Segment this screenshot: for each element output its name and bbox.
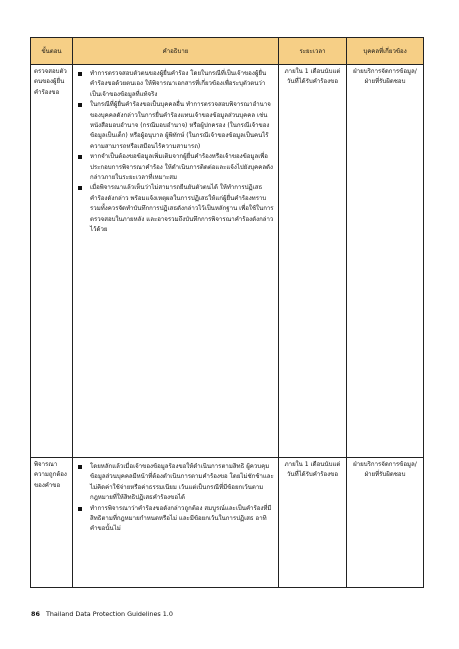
- list-item: โดยหลักแล้วเมื่อเจ้าของข้อมูลร้องขอให้ดำเนินการตามสิทธิ ผู้ควบคุมข้อมูลส่วนบุคคลมีหน้าที่ต้องดำเนินการตามคำร้องขอ โดยไม่ชักช้าและไม่คิดค่าใช้จ่ายหรือค่าธรรมเนียม เว้นแต่เป็นกรณีที่มีข้อยกเว้นตามกฎหมายที่ให้สิทธิปฏิเสธคำร้องขอได้: [76, 462, 275, 504]
- responsible-cell: ฝ่ายบริการจัดการข้อมูล/ฝ่ายที่รับผิดชอบ: [347, 458, 424, 588]
- list-item: เมื่อพิจารณาแล้วเห็นว่าไม่สามารถยืนยันตัวตนได้ ให้ทำการปฏิเสธคำร้องดังกล่าว พร้อมแจ้งเหตุผลในการปฏิเสธให้แก่ผู้ยื่นคำร้องทราบ รวมทั้งควรจัดทำบันทึกการปฏิเสธดังกล่าวไว้เป็นหลักฐาน เพื่อใช้ในการตรวจสอบในภายหลัง และอาจรวมถึงบันทึกการพิจารณาคำร้องดังกล่าวไว้ด้วย: [76, 183, 275, 235]
- step-cell: ตรวจสอบตัวตนของผู้ยื่นคำร้องขอ: [31, 65, 73, 458]
- duration-cell: ภายใน 1 เดือนนับแต่วันที่ได้รับคำร้องขอ: [279, 65, 347, 458]
- header-responsible: บุคคลที่เกี่ยวข้อง: [347, 38, 424, 65]
- page-footer: [31, 610, 173, 618]
- list-item: ในกรณีที่ผู้ยื่นคำร้องขอเป็นบุคคลอื่น ทำการตรวจสอบพิจารณาอำนาจของบุคคลดังกล่าวในการยื่นคำร้องแทนเจ้าของข้อมูลส่วนบุคคล เช่น หนังสือมอบอำนาจ (กรณีมอบอำนาจ) หรือผู้ปกครอง (ในกรณีเจ้าของข้อมูลเป็นเด็ก) หรือผู้อนุบาล ผู้พิทักษ์ (ในกรณีเจ้าของข้อมูลเป็นคนไร้ความสามารถหรือเสมือนไร้ความสามารถ): [76, 100, 275, 152]
- description-cell: [73, 458, 279, 588]
- table-header: [31, 38, 424, 65]
- list-item: ทำการตรวจสอบตัวตนของผู้ยื่นคำร้อง โดยในกรณีที่เป็นเจ้าของผู้ยื่นคำร้องขอด้วยตนเอง ให้พิจารณาเอกสารที่เกี่ยวข้องเพื่อระบุตัวตนว่าเป็นเจ้าของข้อมูลที่แท้จริง: [76, 69, 275, 100]
- table-row: [31, 458, 424, 588]
- step-cell: พิจารณาความถูกต้องของคำขอ: [31, 458, 73, 588]
- header-step: ขั้นตอน: [31, 38, 73, 65]
- table-row: [31, 65, 424, 458]
- procedure-table: [30, 37, 424, 588]
- header-description: คำอธิบาย: [73, 38, 279, 65]
- duration-cell: ภายใน 1 เดือนนับแต่วันที่ได้รับคำร้องขอ: [279, 458, 347, 588]
- list-item: ทำการพิจารณาว่าคำร้องขอดังกล่าวถูกต้อง สมบูรณ์และเป็นคำร้องที่มีสิทธิตามที่กฎหมายกำหนดหรือไม่ และมีข้อยกเว้นในการปฏิเสธ อาทิ คำขอนั้นไม่: [76, 504, 275, 535]
- list-item: หากจำเป็นต้องขอข้อมูลเพิ่มเติมจากผู้ยื่นคำร้องหรือเจ้าของข้อมูลเพื่อประกอบการพิจารณาคำร้อง ให้ดำเนินการติดต่อและแจ้งไปยังบุคคลดังกล่าวภายในระยะเวลาที่เหมาะสม: [76, 152, 275, 183]
- header-duration: ระยะเวลา: [279, 38, 347, 65]
- page-number: 86: [31, 610, 40, 618]
- description-list: [76, 460, 275, 535]
- description-cell: [73, 65, 279, 458]
- footer-title: Thailand Data Protection Guidelines 1.0: [45, 610, 173, 618]
- responsible-cell: ฝ่ายบริการจัดการข้อมูล/ฝ่ายที่รับผิดชอบ: [347, 65, 424, 458]
- description-list: [76, 67, 275, 236]
